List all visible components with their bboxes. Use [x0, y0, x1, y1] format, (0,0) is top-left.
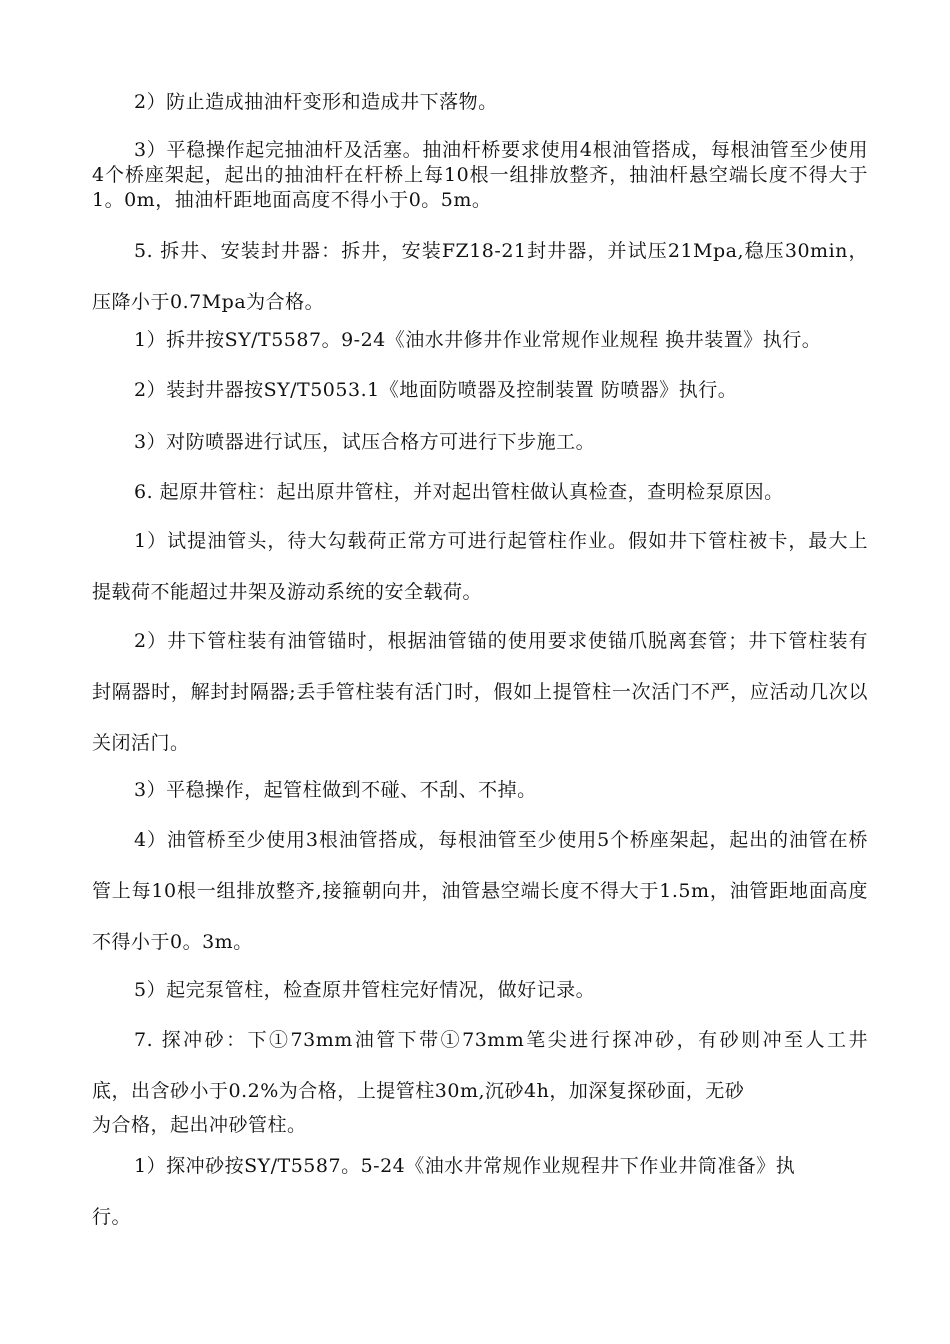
paragraph-14-line-1: 1）探冲砂按SY/T5587。5-24《油水井常规作业规程井下作业井筒准备》执	[134, 1155, 796, 1177]
paragraph-1: 2）防止造成抽油杆变形和造成井下落物。	[134, 91, 498, 113]
paragraph-6: 3）对防喷器进行试压，试压合格方可进行下步施工。	[134, 431, 596, 453]
paragraph-5: 2）装封井器按SY/T5053.1《地面防喷器及控制装置 防喷器》执行。	[134, 379, 738, 401]
paragraph-11: 4）油管桥至少使用3根油管搭成，每根油管至少使用5个桥座架起，起出的油管在桥管上每10根一组排放整齐,接箍朝向井，油管悬空端长度不得大于1.5m，油管距地面高度不得小于0。3m。	[92, 829, 868, 953]
paragraph-14	[92, 1142, 868, 1244]
paragraph-4: 1）拆井按SY/T5587。9-24《油水井修井作业常规作业规程 换井装置》执行。	[134, 329, 822, 351]
paragraph-7: 6. 起原井管柱：起出原井管柱，并对起出管柱做认真检查，查明检泵原因。	[134, 481, 784, 503]
paragraph-13	[92, 1016, 868, 1136]
paragraph-9: 2）井下管柱装有油管锚时，根据油管锚的使用要求使锚爪脱离套管；井下管柱装有封隔器时，解封封隔器;丢手管柱装有活门时，假如上提管柱一次活门不严，应活动几次以关闭活门。	[92, 630, 868, 754]
paragraph-8: 1）试提油管头，待大勾载荷正常方可进行起管柱作业。假如井下管柱被卡，最大上提载荷不能超过井架及游动系统的安全载荷。	[92, 530, 868, 603]
paragraph-13-line-2: 底，出含砂小于0.2%为合格，上提管柱30m,沉砂4h，加深复探砂面，无砂	[92, 1080, 745, 1102]
paragraph-3: 5. 拆井、安装封井器：拆井，安装FZ18-21封井器，并试压21Mpa,稳压30min，压降小于0.7Mpa为合格。	[92, 240, 868, 313]
paragraph-12: 5）起完泵管柱，检查原井管柱完好情况，做好记录。	[134, 979, 596, 1001]
paragraph-13-line-1: 7. 探冲砂：下①73mm油管下带①73mm笔尖进行探冲砂，有砂则冲至人工井	[134, 1029, 868, 1051]
paragraph-2: 3）平稳操作起完抽油杆及活塞。抽油杆桥要求使用4根油管搭成，每根油管至少使用4个桥座架起，起出的抽油杆在杆桥上每10根一组排放整齐，抽油杆悬空端长度不得大于1。0m，抽油杆距地面高度不得小于0。5m。	[92, 139, 868, 211]
paragraph-10: 3）平稳操作，起管柱做到不碰、不刮、不掉。	[134, 779, 537, 801]
paragraph-14-line-2: 行。	[92, 1206, 132, 1228]
paragraph-13-line-3: 为合格，起出冲砂管柱。	[92, 1114, 307, 1136]
